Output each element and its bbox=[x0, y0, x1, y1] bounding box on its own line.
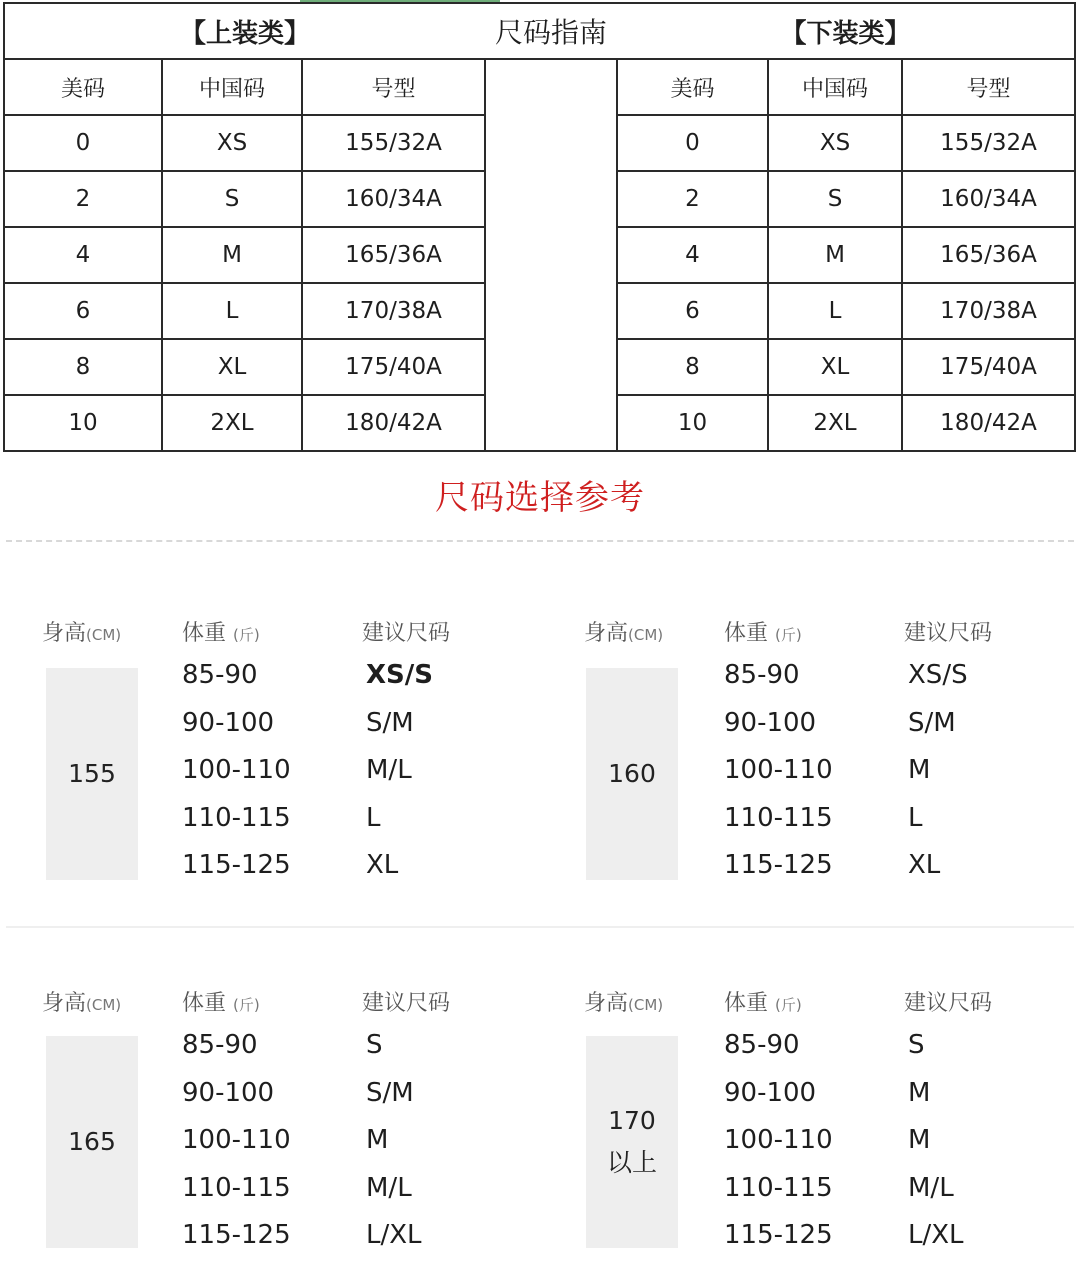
suggested-size: M bbox=[908, 755, 931, 785]
suggested-size-header: 建议尺码 bbox=[362, 621, 451, 646]
weight-range: 90-100 bbox=[724, 707, 817, 738]
tops-us-cell: 10 bbox=[4, 395, 162, 451]
height-header bbox=[42, 616, 121, 647]
suggested-size: L bbox=[366, 802, 381, 833]
bottoms-us-cell: 0 bbox=[617, 115, 768, 171]
bottoms-us-cell: 4 bbox=[617, 227, 768, 283]
suggested-size: L bbox=[908, 802, 923, 833]
suggested-size: M bbox=[908, 1125, 931, 1155]
weight-range: 110-115 bbox=[724, 802, 833, 833]
weight-range: 85-90 bbox=[724, 660, 800, 690]
weight-unit: (斤) bbox=[775, 626, 802, 644]
tops-cn-cell: XL bbox=[162, 339, 302, 395]
bottoms-type-cell: 175/40A bbox=[902, 339, 1075, 395]
height-value-suffix: 以上 bbox=[606, 1148, 657, 1177]
suggested-size: L/XL bbox=[908, 1220, 964, 1250]
card-separator bbox=[6, 926, 1074, 928]
bottoms-type-cell: 160/34A bbox=[902, 171, 1075, 227]
tops-us-cell: 2 bbox=[4, 171, 162, 227]
bottoms-cn-cell: 2XL bbox=[768, 395, 902, 451]
weight-header bbox=[182, 986, 260, 1017]
suggested-size: S bbox=[366, 1030, 383, 1060]
height-unit: (CM) bbox=[628, 626, 664, 644]
bottoms-type-cell: 180/42A bbox=[902, 395, 1075, 451]
weight-range: 90-100 bbox=[182, 1077, 275, 1108]
bottoms-type-cell: 165/36A bbox=[902, 227, 1075, 283]
bottoms-us-cell: 2 bbox=[617, 171, 768, 227]
weight-range: 85-90 bbox=[724, 1030, 800, 1060]
weight-range: 85-90 bbox=[182, 660, 258, 690]
bottoms-cn-cell: XL bbox=[768, 339, 902, 395]
size-reference-card-165 bbox=[0, 934, 530, 1279]
suggested-size: L/XL bbox=[366, 1220, 422, 1250]
height-header bbox=[584, 986, 663, 1017]
tops-header-us: 美码 bbox=[4, 59, 162, 115]
suggested-size: M bbox=[366, 1125, 389, 1155]
size-guide-title: 尺码指南 bbox=[494, 16, 607, 49]
bottoms-header-cn: 中国码 bbox=[768, 59, 902, 115]
tops-us-cell: 8 bbox=[4, 339, 162, 395]
suggested-size: S/M bbox=[908, 707, 956, 738]
bottoms-cn-cell: L bbox=[768, 283, 902, 339]
suggested-size-header: 建议尺码 bbox=[362, 991, 451, 1016]
weight-range: 85-90 bbox=[182, 1030, 258, 1060]
weight-range: 100-110 bbox=[724, 1125, 833, 1155]
weight-unit: (斤) bbox=[233, 626, 260, 644]
tops-cn-cell: L bbox=[162, 283, 302, 339]
tops-type-cell: 180/42A bbox=[302, 395, 485, 451]
height-value-box bbox=[586, 1036, 678, 1248]
weight-label: 体重 bbox=[724, 621, 769, 646]
tops-title-cell bbox=[4, 3, 485, 59]
height-label: 身高 bbox=[42, 991, 87, 1016]
weight-label: 体重 bbox=[182, 621, 227, 646]
tops-us-cell: 6 bbox=[4, 283, 162, 339]
weight-range: 110-115 bbox=[182, 802, 291, 833]
suggested-size: XS/S bbox=[366, 660, 433, 690]
tops-cn-cell: 2XL bbox=[162, 395, 302, 451]
bottoms-type-cell: 155/32A bbox=[902, 115, 1075, 171]
height-header bbox=[584, 616, 663, 647]
size-reference-card-170 bbox=[538, 934, 1068, 1279]
suggested-size: M/L bbox=[366, 755, 412, 785]
weight-range: 100-110 bbox=[182, 1125, 291, 1155]
size-guide-title-row bbox=[4, 3, 1075, 59]
size-guide-table bbox=[3, 2, 1076, 452]
suggested-size: M/L bbox=[908, 1172, 954, 1203]
suggested-size: S bbox=[908, 1030, 925, 1060]
suggested-size: S/M bbox=[366, 1077, 414, 1108]
weight-range: 100-110 bbox=[182, 755, 291, 785]
bottoms-us-cell: 10 bbox=[617, 395, 768, 451]
height-unit: (CM) bbox=[628, 996, 664, 1014]
weight-range: 90-100 bbox=[182, 707, 275, 738]
bottoms-header-us: 美码 bbox=[617, 59, 768, 115]
tops-cn-cell: XS bbox=[162, 115, 302, 171]
weight-label: 体重 bbox=[182, 991, 227, 1016]
height-value: 165 bbox=[68, 1126, 116, 1156]
height-header bbox=[42, 986, 121, 1017]
tops-cn-cell: S bbox=[162, 171, 302, 227]
height-label: 身高 bbox=[584, 991, 629, 1016]
weight-range: 110-115 bbox=[182, 1172, 291, 1203]
suggested-size: M bbox=[908, 1077, 931, 1108]
weight-range: 115-125 bbox=[182, 850, 291, 880]
bottoms-title-cell bbox=[617, 3, 1075, 59]
weight-unit: (斤) bbox=[233, 996, 260, 1014]
tops-header-type: 号型 bbox=[302, 59, 485, 115]
bottoms-label: 【下装类】 bbox=[780, 18, 911, 49]
table-spacer-column bbox=[485, 59, 617, 451]
height-value-box bbox=[46, 668, 138, 880]
weight-range: 115-125 bbox=[724, 850, 833, 880]
reference-title: 尺码选择参考 bbox=[435, 478, 645, 518]
tops-type-cell: 165/36A bbox=[302, 227, 485, 283]
size-reference-card-155 bbox=[0, 548, 530, 918]
suggested-size: XL bbox=[366, 850, 399, 880]
bottoms-header-type: 号型 bbox=[902, 59, 1075, 115]
weight-range: 115-125 bbox=[182, 1220, 291, 1250]
suggested-size: XL bbox=[908, 850, 941, 880]
height-value-box bbox=[586, 668, 678, 880]
height-label: 身高 bbox=[584, 621, 629, 646]
tops-type-cell: 175/40A bbox=[302, 339, 485, 395]
bottoms-type-cell: 170/38A bbox=[902, 283, 1075, 339]
bottoms-cn-cell: S bbox=[768, 171, 902, 227]
suggested-size: M/L bbox=[366, 1172, 412, 1203]
weight-range: 115-125 bbox=[724, 1220, 833, 1250]
size-reference-card-160 bbox=[538, 548, 1068, 918]
bottoms-cn-cell: M bbox=[768, 227, 902, 283]
tops-header-cn: 中国码 bbox=[162, 59, 302, 115]
tops-label: 【上装类】 bbox=[179, 18, 310, 49]
reference-divider bbox=[6, 540, 1074, 542]
weight-unit: (斤) bbox=[775, 996, 802, 1014]
guide-title-cell bbox=[485, 3, 617, 59]
tops-type-cell: 170/38A bbox=[302, 283, 485, 339]
weight-range: 90-100 bbox=[724, 1077, 817, 1108]
height-value: 155 bbox=[68, 758, 116, 788]
weight-header bbox=[724, 986, 802, 1017]
weight-label: 体重 bbox=[724, 991, 769, 1016]
tops-cn-cell: M bbox=[162, 227, 302, 283]
bottoms-cn-cell: XS bbox=[768, 115, 902, 171]
suggested-size-header: 建议尺码 bbox=[904, 991, 993, 1016]
height-unit: (CM) bbox=[86, 996, 122, 1014]
tops-us-cell: 4 bbox=[4, 227, 162, 283]
suggested-size: XS/S bbox=[908, 660, 968, 690]
weight-range: 100-110 bbox=[724, 755, 833, 785]
bottoms-us-cell: 6 bbox=[617, 283, 768, 339]
weight-header bbox=[724, 616, 802, 647]
suggested-size: S/M bbox=[366, 707, 414, 738]
tops-us-cell: 0 bbox=[4, 115, 162, 171]
bottoms-us-cell: 8 bbox=[617, 339, 768, 395]
height-value: 160 bbox=[608, 758, 656, 788]
weight-header bbox=[182, 616, 260, 647]
height-unit: (CM) bbox=[86, 626, 122, 644]
height-label: 身高 bbox=[42, 621, 87, 646]
size-guide-header-row bbox=[4, 59, 1075, 115]
suggested-size-header: 建议尺码 bbox=[904, 621, 993, 646]
tops-type-cell: 155/32A bbox=[302, 115, 485, 171]
height-value-box bbox=[46, 1036, 138, 1248]
weight-range: 110-115 bbox=[724, 1172, 833, 1203]
tops-type-cell: 160/34A bbox=[302, 171, 485, 227]
height-value: 170 bbox=[608, 1105, 656, 1135]
